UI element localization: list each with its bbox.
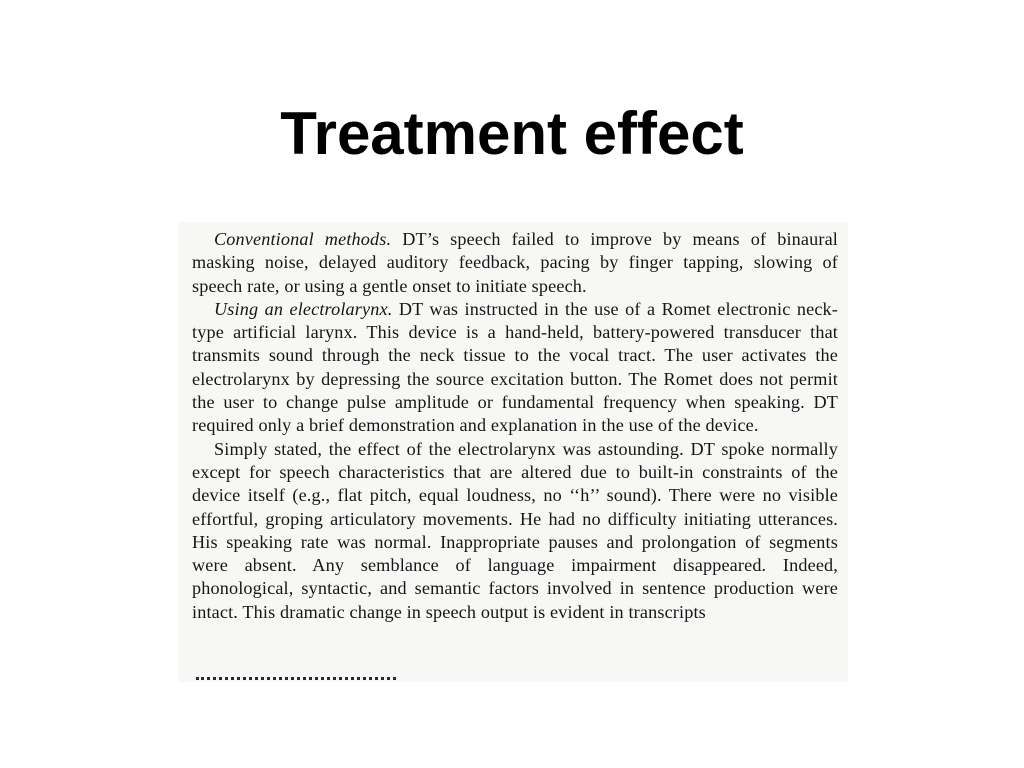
excerpt-text [192, 228, 838, 624]
scanned-text-excerpt [178, 222, 848, 682]
paragraph-electrolarynx [192, 298, 838, 438]
paragraph-heading: Conventional methods. [214, 229, 392, 249]
paragraph-effect [192, 438, 838, 624]
slide-title: Treatment effect [280, 100, 744, 167]
paragraph-heading: Using an electrolarynx. [214, 298, 393, 319]
paragraph-conventional-methods [192, 228, 838, 298]
paragraph-body: DT was instructed in the use of a Romet electronic neck-type artificial larynx. This device is a hand-held, battery-powered transducer that transmits sound through the neck tissue to the vocal tract. The user activates the electrolarynx by depressing the source excitation button. The Romet does not permit the user to change pulse amplitude or fundamental frequency when speaking. DT required only a brief demonstration and explanation in the use of the device. [192, 298, 839, 436]
paragraph-body: DT’s speech failed to improve by means of binaural masking noise, delayed auditory feedback, pacing by finger tapping, slowing of speech rate, or using a gentle onset to initiate speech. [192, 229, 838, 296]
cropped-text-line [192, 677, 832, 682]
paragraph-body: Simply stated, the effect of the electrolarynx was astounding. DT spoke normally except for speech characteristics that are altered due to built-in constraints of the device itself (e.g., flat pitch, equal loudness, no ‘‘h’’ sound). There were no visible effortful, groping articulatory movements. He had no difficulty initiating utterances. His speaking rate was normal. Inappropriate pauses and prolongation of segments were absent. Any semblance of language impairment disappeared. Indeed, phonological, syntactic, and semantic factors involved in sentence production were intact. This dramatic change in speech output is evident in transcripts [192, 438, 838, 622]
